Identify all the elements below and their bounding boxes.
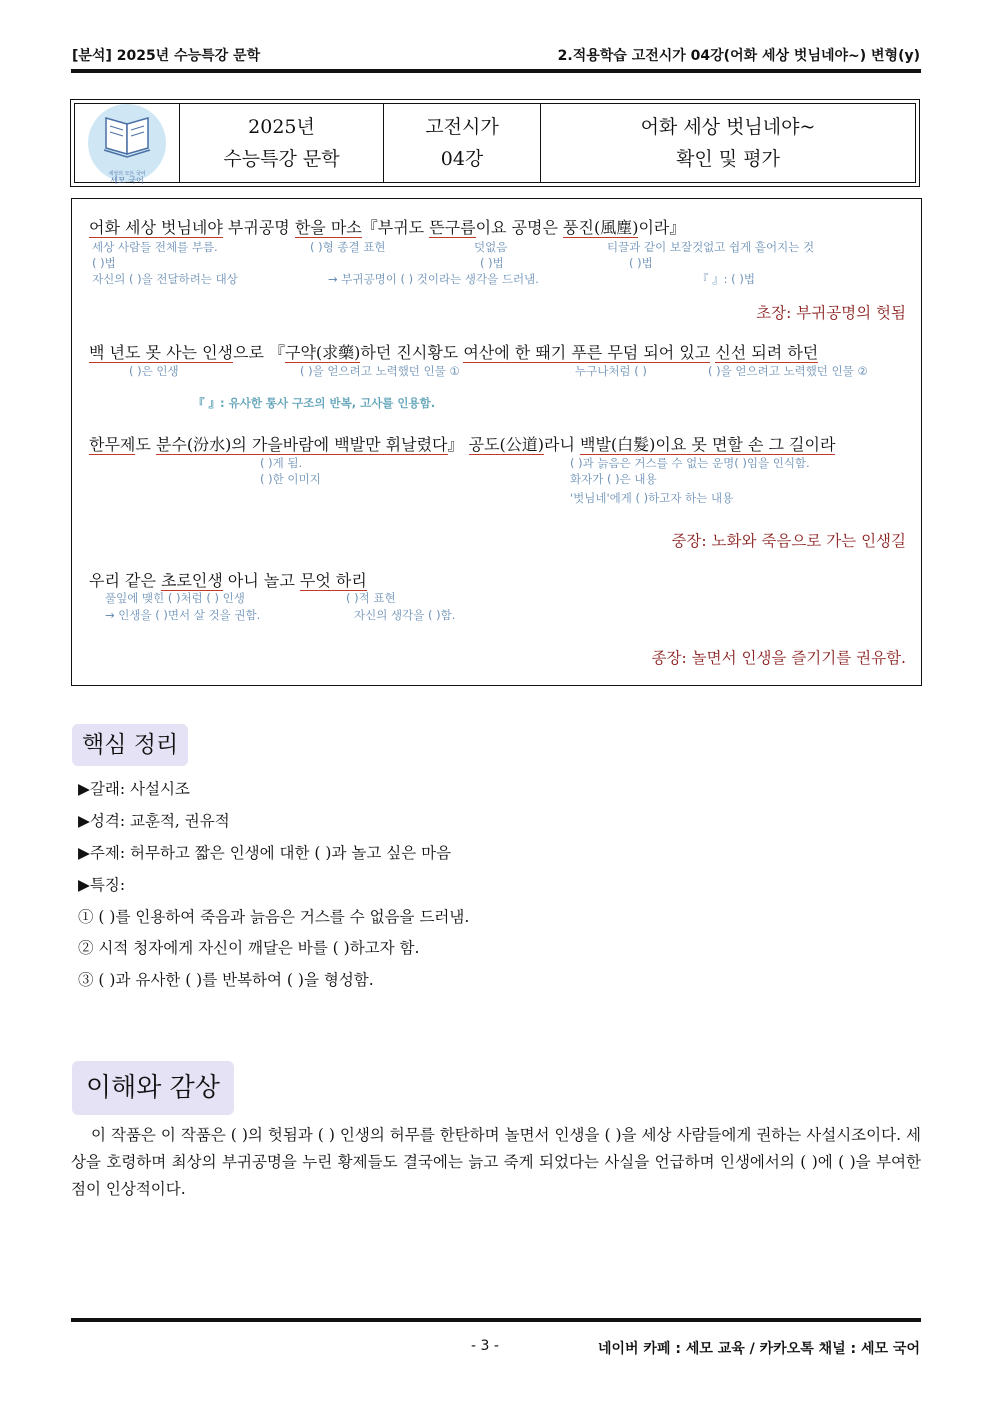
- annotation: 화자가 ( )은 내용: [570, 472, 657, 486]
- annotation: ( )을 얻으려고 노력했던 인물 ②: [708, 364, 868, 378]
- title-cell-book: [180, 104, 384, 182]
- poem-phrase: 구약(求藥): [285, 343, 361, 362]
- summary-last: 종장: 놀면서 인생을 즐기기를 권유함.: [651, 649, 906, 667]
- annotation: 자신의 생각을 ( )함.: [354, 608, 456, 622]
- annotation: 세상 사람들 전체를 부름.: [92, 240, 218, 254]
- title-year: 2025년: [248, 116, 315, 138]
- title-table: [70, 99, 920, 187]
- annotation: ( )법: [629, 256, 653, 270]
- poem-phrase: 여산에 한 뙈기 푸른 무덤 되어 있고: [463, 343, 711, 362]
- poem-line-2: 백 년도 못 사는 인생으로 『구약(求藥)하던 진시황도 여산에 한 뙈기 푸른 무덤 되어 있고 신선 되려 하던: [89, 343, 819, 362]
- title-work: 어화 세상 벗님네야~: [640, 116, 816, 138]
- poem-phrase: 무엇 하리: [299, 571, 367, 590]
- annotation: 누구나처럼 ( ): [575, 364, 647, 378]
- annotation: 『 』: ( )법: [697, 272, 755, 286]
- logo-text: 세모 국어: [110, 176, 144, 185]
- poem-phrase: 풍진(風塵): [563, 218, 639, 237]
- title-lesson: 04강: [440, 148, 484, 170]
- annotation: → 인생을 ( )면서 살 것을 권함.: [105, 608, 261, 622]
- footer-rule: [71, 1318, 921, 1322]
- annotation: ( )한 이미지: [260, 472, 321, 486]
- core-item: ▶주제: 허무하고 짧은 인생에 대한 ( )과 놀고 싶은 마음: [78, 844, 452, 862]
- poem-phrase: 뜬구름: [429, 218, 476, 237]
- poem-phrase: 초로인생: [161, 571, 223, 590]
- annotation: → 부귀공명이 ( ) 것이라는 생각을 드러냄.: [328, 272, 539, 286]
- poem-box: [71, 198, 922, 686]
- annotation: ( )법: [92, 256, 116, 270]
- core-item: ▶성격: 교훈적, 권유적: [78, 812, 230, 830]
- core-item: ▶갈래: 사설시조: [78, 780, 190, 798]
- page-number: - 3 -: [471, 1338, 499, 1354]
- title-cell-work: [541, 104, 915, 182]
- core-item: ② 시적 청자에게 자신이 깨달은 바를 ( )하고자 함.: [78, 939, 420, 957]
- poem-phrase: 신선 되려 하던: [715, 343, 819, 362]
- logo-subtext: 세상의 모든 국어: [108, 171, 146, 177]
- poem-phrase: 한무제: [89, 435, 136, 454]
- header-rule: [71, 69, 921, 73]
- summary-first: 초장: 부귀공명의 헛됨: [756, 304, 906, 322]
- annotation: ( )은 인생: [129, 364, 179, 378]
- title-cell-unit: [384, 104, 541, 182]
- core-item: ▶특징:: [78, 876, 126, 894]
- title-book: 수능특강 문학: [223, 148, 340, 170]
- core-item: ① ( )를 인용하여 죽음과 늙음은 거스를 수 없음을 드러냄.: [78, 908, 470, 926]
- header-right: 2.적용학습 고전시가 04강(어화 세상 벗님네야~) 변형(y): [557, 48, 920, 64]
- poem-phrase: 한을 마소: [294, 218, 362, 237]
- annotation: ( )을 얻으려고 노력했던 인물 ①: [300, 364, 460, 378]
- poem-line-3: 한무제도 분수(汾水)의 가을바람에 백발만 휘날렸다』 공도(公道)라니 백발(白髮)이요 못 면할 손 그 길이라: [89, 435, 836, 454]
- poem-phrase: 공도(公道): [468, 435, 545, 454]
- annotation: ( )적 표현: [346, 591, 396, 605]
- core-item: ③ ( )과 유사한 ( )를 반복하여 ( )을 형성함.: [78, 971, 374, 989]
- poem-phrase: 어화 세상 벗님네야: [89, 218, 223, 237]
- annotation: '벗님네'에게 ( )하고자 하는 내용: [570, 491, 734, 505]
- title-section: 확인 및 평가: [676, 148, 780, 170]
- core-heading: 핵심 정리: [72, 724, 188, 766]
- annotation: 티끌과 같이 보잘것없고 쉽게 흩어지는 것: [607, 240, 815, 254]
- annotation: ( )법: [480, 256, 504, 270]
- poem-phrase: 이요 못 면할 손 그 길이라: [655, 435, 836, 454]
- annotation: 풀잎에 맺힌 ( )처럼 ( ) 인생: [105, 591, 245, 605]
- appreciation-heading: 이해와 감상: [72, 1061, 234, 1115]
- annotation: 『 』: 유사한 통사 구조의 반복, 고사를 인용함.: [193, 396, 436, 410]
- title-genre: 고전시가: [425, 116, 499, 138]
- poem-phrase: 백 년도 못 사는 인생: [89, 343, 233, 362]
- poem-phrase: 백발(白髮): [580, 435, 656, 454]
- annotation: 덧없음: [474, 240, 508, 254]
- annotation: ( )형 종결 표현: [310, 240, 386, 254]
- annotation: 자신의 ( )을 전달하려는 대상: [92, 272, 238, 286]
- annotation: ( )게 됨.: [260, 456, 303, 470]
- summary-middle: 중장: 노화와 죽음으로 가는 인생길: [671, 532, 906, 550]
- poem-phrase: 분수(汾水)의 가을바람에 백발만 휘날렸다: [155, 435, 448, 454]
- logo-cell: [75, 104, 180, 185]
- footer-text: 네이버 카페 : 세모 교육 / 카카오톡 채널 : 세모 국어: [597, 1341, 920, 1357]
- header-left: [분석] 2025년 수능특강 문학: [72, 48, 261, 64]
- poem-line-1: 어화 세상 벗님네야 부귀공명 한을 마소『부귀도 뜬구름이요 공명은 풍진(風塵)이라』: [89, 218, 686, 237]
- book-logo-icon: [88, 104, 166, 185]
- poem-line-4: 우리 같은 초로인생 아니 놀고 무엇 하리: [89, 571, 367, 590]
- appreciation-text: 이 작품은 이 작품은 ( )의 헛됨과 ( ) 인생의 허무를 한탄하며 놀면서 인생을 ( )을 세상 사람들에게 권하는 사설시조이다. 세상을 호령하며 최상의 부귀공명을 누린 황제들도 결국에는 늙고 죽게 되었다는 사실을 언급하며 인생에서의 ( )에 ( )을 부여한 점이 인상적이다.: [71, 1126, 921, 1198]
- annotation: ( )과 늙음은 거스를 수 없는 운명( )임을 인식함.: [570, 456, 810, 470]
